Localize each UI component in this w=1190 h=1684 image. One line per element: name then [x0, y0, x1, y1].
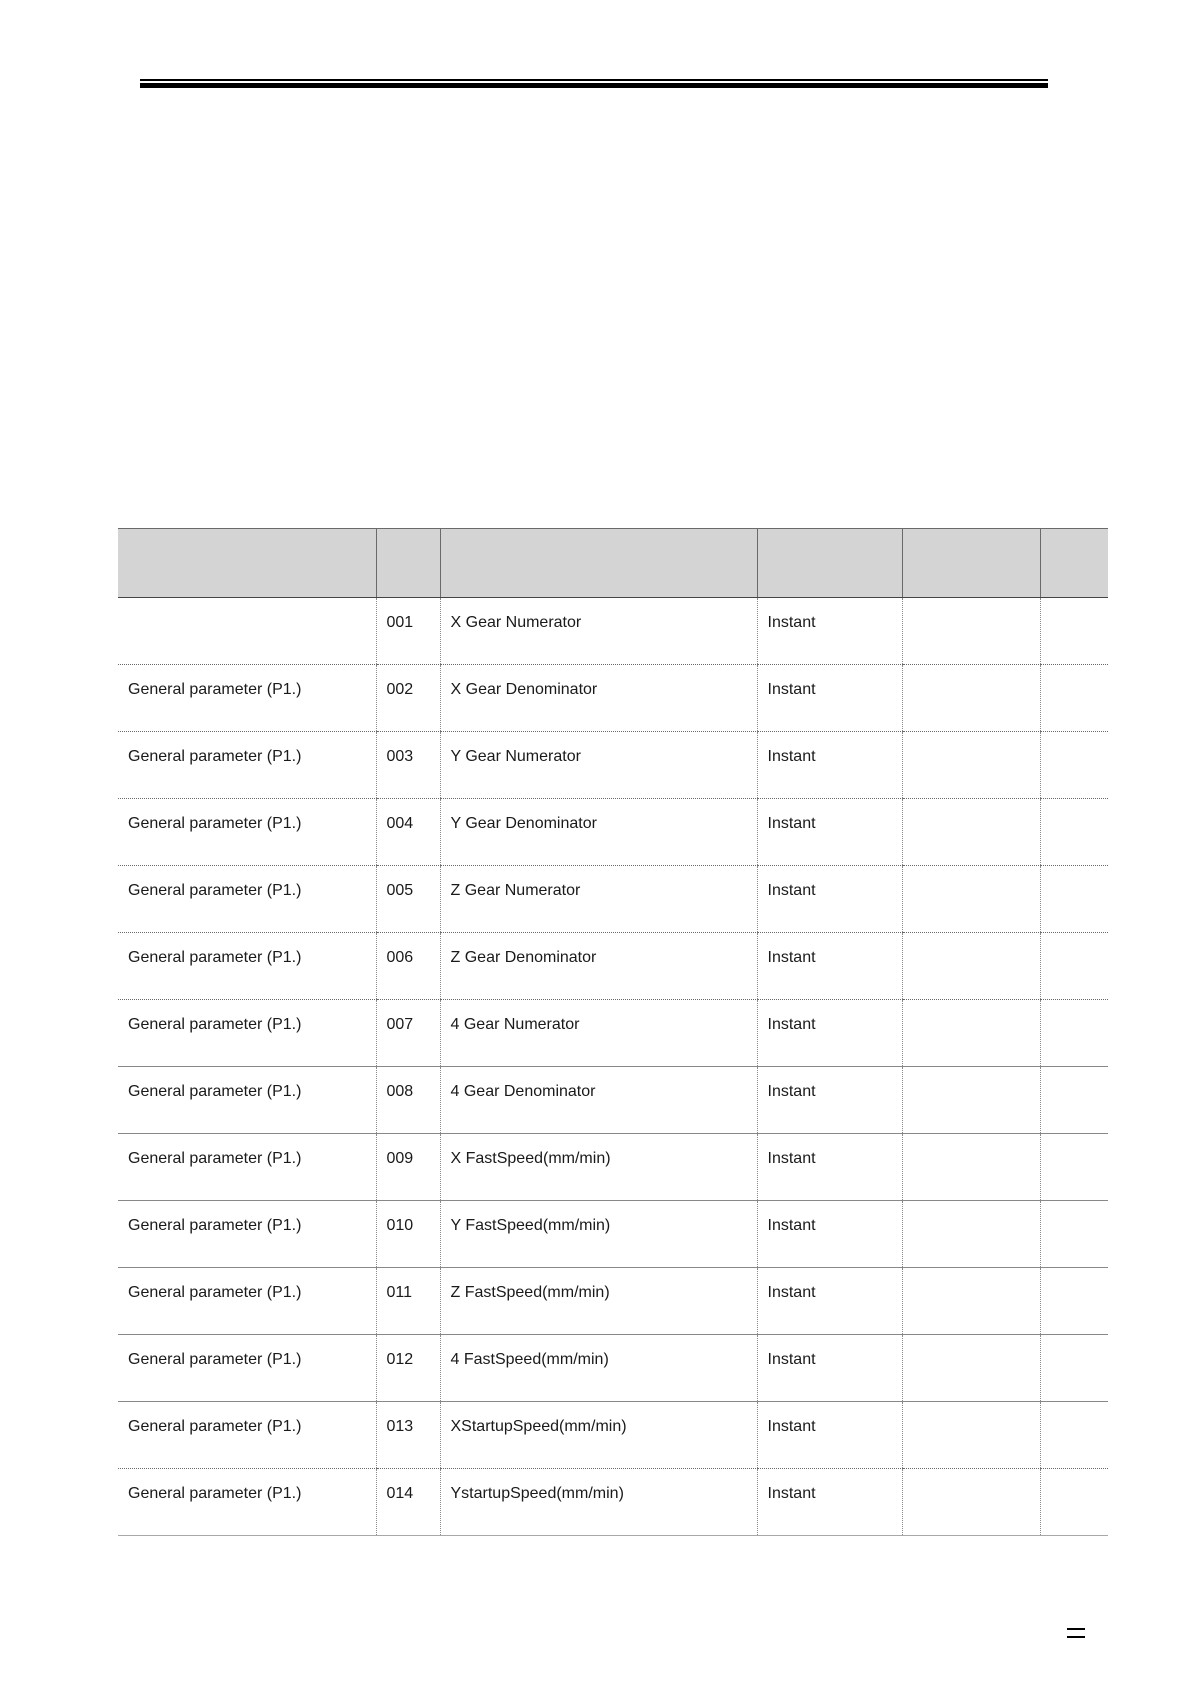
header-cell	[440, 529, 757, 598]
table-row	[118, 799, 1108, 866]
page-number-mark	[1067, 1628, 1085, 1630]
group-cell: General parameter (P1.)	[118, 1268, 376, 1335]
effect-cell: Instant	[757, 1067, 902, 1134]
code-cell: 006	[376, 933, 440, 1000]
name-cell: 4 FastSpeed(mm/min)	[440, 1335, 757, 1402]
table-row	[118, 933, 1108, 1000]
name-cell: X Gear Denominator	[440, 665, 757, 732]
table-row	[118, 866, 1108, 933]
name-cell: Y Gear Numerator	[440, 732, 757, 799]
table-row	[118, 732, 1108, 799]
blank-cell	[902, 665, 1040, 732]
blank-cell	[902, 1134, 1040, 1201]
code-cell: 001	[376, 598, 440, 665]
group-cell: General parameter (P1.)	[118, 933, 376, 1000]
code-cell: 012	[376, 1335, 440, 1402]
effect-cell: Instant	[757, 1000, 902, 1067]
effect-cell: Instant	[757, 799, 902, 866]
effect-cell: Instant	[757, 1134, 902, 1201]
effect-cell: Instant	[757, 866, 902, 933]
code-cell: 002	[376, 665, 440, 732]
header-cell	[376, 529, 440, 598]
effect-cell: Instant	[757, 1469, 902, 1536]
blank-cell	[902, 1000, 1040, 1067]
effect-cell: Instant	[757, 732, 902, 799]
code-cell: 007	[376, 1000, 440, 1067]
group-cell: General parameter (P1.)	[118, 732, 376, 799]
blank-cell	[1040, 933, 1108, 1000]
group-cell: General parameter (P1.)	[118, 1067, 376, 1134]
code-cell: 014	[376, 1469, 440, 1536]
name-cell: Y Gear Denominator	[440, 799, 757, 866]
group-cell: General parameter (P1.)	[118, 1000, 376, 1067]
table-row	[118, 1268, 1108, 1335]
name-cell: Z Gear Numerator	[440, 866, 757, 933]
code-cell: 009	[376, 1134, 440, 1201]
header-rule-thin	[140, 79, 1048, 81]
blank-cell	[1040, 799, 1108, 866]
blank-cell	[1040, 1402, 1108, 1469]
code-cell: 008	[376, 1067, 440, 1134]
effect-cell: Instant	[757, 1402, 902, 1469]
page-number-mark	[1067, 1636, 1085, 1638]
name-cell: Y FastSpeed(mm/min)	[440, 1201, 757, 1268]
code-cell: 013	[376, 1402, 440, 1469]
effect-cell: Instant	[757, 1268, 902, 1335]
blank-cell	[1040, 1201, 1108, 1268]
code-cell: 003	[376, 732, 440, 799]
name-cell: YstartupSpeed(mm/min)	[440, 1469, 757, 1536]
header-cell	[1040, 529, 1108, 598]
blank-cell	[902, 1067, 1040, 1134]
blank-cell	[902, 866, 1040, 933]
blank-cell	[902, 933, 1040, 1000]
table-row	[118, 1201, 1108, 1268]
blank-cell	[1040, 598, 1108, 665]
table-row	[118, 1335, 1108, 1402]
code-cell: 010	[376, 1201, 440, 1268]
effect-cell: Instant	[757, 1201, 902, 1268]
table-row	[118, 1469, 1108, 1536]
header-cell	[902, 529, 1040, 598]
blank-cell	[902, 1402, 1040, 1469]
group-cell: General parameter (P1.)	[118, 866, 376, 933]
name-cell: 4 Gear Denominator	[440, 1067, 757, 1134]
blank-cell	[1040, 1134, 1108, 1201]
effect-cell: Instant	[757, 598, 902, 665]
header-cell	[757, 529, 902, 598]
name-cell: Z Gear Denominator	[440, 933, 757, 1000]
group-cell	[118, 598, 376, 665]
blank-cell	[902, 598, 1040, 665]
blank-cell	[1040, 1469, 1108, 1536]
table-row	[118, 598, 1108, 665]
table-row	[118, 1134, 1108, 1201]
blank-cell	[902, 1469, 1040, 1536]
blank-cell	[902, 1268, 1040, 1335]
blank-cell	[902, 1335, 1040, 1402]
blank-cell	[1040, 1268, 1108, 1335]
table-header-row	[118, 529, 1108, 598]
name-cell: X FastSpeed(mm/min)	[440, 1134, 757, 1201]
blank-cell	[1040, 1067, 1108, 1134]
blank-cell	[902, 732, 1040, 799]
effect-cell: Instant	[757, 1335, 902, 1402]
header-cell	[118, 529, 376, 598]
group-cell: General parameter (P1.)	[118, 1201, 376, 1268]
name-cell: XStartupSpeed(mm/min)	[440, 1402, 757, 1469]
group-cell: General parameter (P1.)	[118, 1469, 376, 1536]
table-row	[118, 665, 1108, 732]
effect-cell: Instant	[757, 933, 902, 1000]
blank-cell	[1040, 1335, 1108, 1402]
blank-cell	[1040, 866, 1108, 933]
name-cell: 4 Gear Numerator	[440, 1000, 757, 1067]
name-cell: Z FastSpeed(mm/min)	[440, 1268, 757, 1335]
effect-cell: Instant	[757, 665, 902, 732]
blank-cell	[1040, 1000, 1108, 1067]
blank-cell	[902, 799, 1040, 866]
table-row	[118, 1402, 1108, 1469]
table-row	[118, 1000, 1108, 1067]
header-rule-thick	[140, 83, 1048, 88]
blank-cell	[1040, 732, 1108, 799]
blank-cell	[1040, 665, 1108, 732]
table-row	[118, 1067, 1108, 1134]
group-cell: General parameter (P1.)	[118, 1402, 376, 1469]
code-cell: 005	[376, 866, 440, 933]
group-cell: General parameter (P1.)	[118, 799, 376, 866]
name-cell: X Gear Numerator	[440, 598, 757, 665]
code-cell: 011	[376, 1268, 440, 1335]
code-cell: 004	[376, 799, 440, 866]
group-cell: General parameter (P1.)	[118, 1335, 376, 1402]
blank-cell	[902, 1201, 1040, 1268]
group-cell: General parameter (P1.)	[118, 1134, 376, 1201]
parameter-table	[118, 528, 1108, 1536]
group-cell: General parameter (P1.)	[118, 665, 376, 732]
